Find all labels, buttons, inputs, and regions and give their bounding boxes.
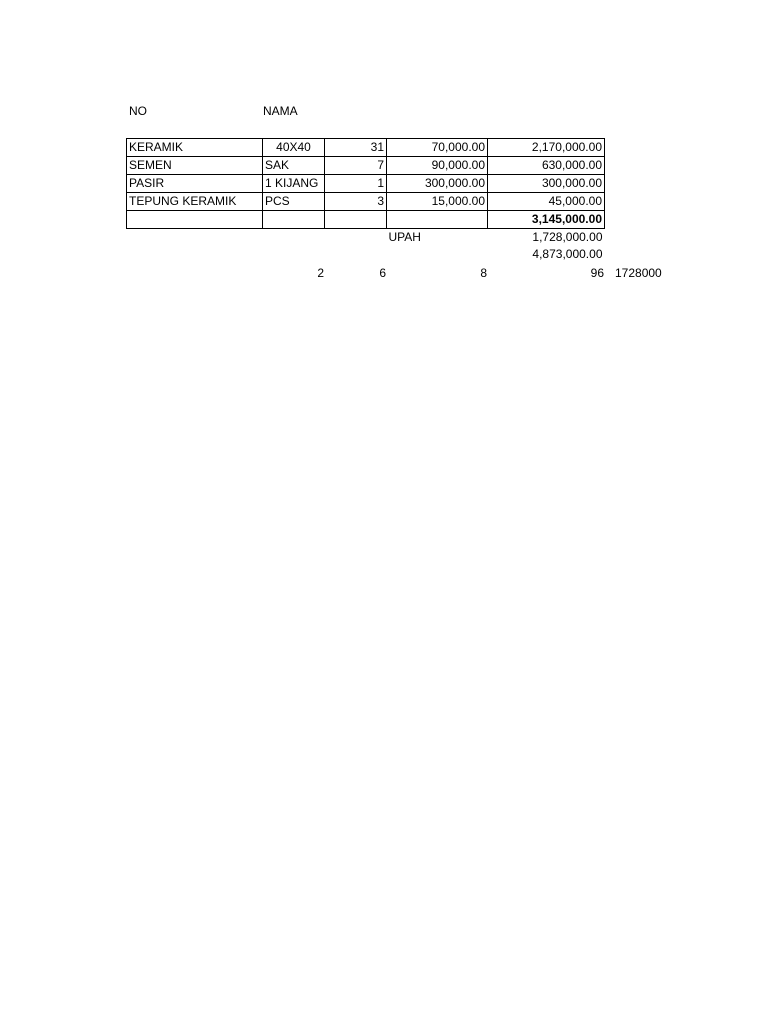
item-qty-cell: 31 [325, 139, 387, 157]
item-price-cell: 15,000.00 [387, 193, 488, 211]
table-row [127, 193, 605, 211]
empty-cell [325, 211, 387, 229]
calc-value-d: 96 [590, 266, 604, 280]
table-row [127, 157, 605, 175]
empty-cell [387, 246, 488, 263]
item-unit-cell: 40X40 [263, 139, 325, 157]
empty-cell [387, 211, 488, 229]
grand-total-row [127, 246, 605, 263]
calc-value-b: 6 [379, 266, 386, 280]
item-unit-cell: PCS [263, 193, 325, 211]
calc-result: 1728000 [615, 266, 662, 280]
item-name-cell: KERAMIK [127, 139, 263, 157]
upah-label: UPAH [388, 230, 421, 244]
upah-row [127, 229, 605, 247]
materials-table [126, 138, 605, 263]
subtotal-value: 3,145,000.00 [488, 211, 605, 229]
item-name-cell: PASIR [127, 175, 263, 193]
item-price-cell: 90,000.00 [387, 157, 488, 175]
calc-value-a: 2 [317, 266, 324, 280]
table-row [127, 139, 605, 157]
item-unit-cell: SAK [263, 157, 325, 175]
item-name-cell: TEPUNG KERAMIK [127, 193, 263, 211]
empty-cell [263, 246, 325, 263]
empty-cell [127, 229, 263, 247]
grand-total-value: 4,873,000.00 [532, 247, 603, 261]
item-price-cell: 300,000.00 [387, 175, 488, 193]
subtotal-row [127, 211, 605, 229]
item-qty-cell: 7 [325, 157, 387, 175]
table-row [127, 175, 605, 193]
item-total-cell: 2,170,000.00 [488, 139, 605, 157]
empty-cell [263, 211, 325, 229]
item-price-cell: 70,000.00 [387, 139, 488, 157]
empty-cell [263, 229, 325, 247]
empty-cell [127, 211, 263, 229]
empty-cell [127, 246, 263, 263]
item-qty-cell: 1 [325, 175, 387, 193]
calculation-row [126, 265, 686, 282]
header-no: NO [129, 104, 147, 118]
item-unit-cell: 1 KIJANG [263, 175, 325, 193]
header-nama: NAMA [263, 104, 298, 118]
item-qty-cell: 3 [325, 193, 387, 211]
item-total-cell: 630,000.00 [488, 157, 605, 175]
item-total-cell: 45,000.00 [488, 193, 605, 211]
calc-value-c: 8 [480, 266, 487, 280]
empty-cell [325, 229, 387, 247]
item-name-cell: SEMEN [127, 157, 263, 175]
upah-value: 1,728,000.00 [532, 230, 603, 244]
item-total-cell: 300,000.00 [488, 175, 605, 193]
empty-cell [325, 246, 387, 263]
